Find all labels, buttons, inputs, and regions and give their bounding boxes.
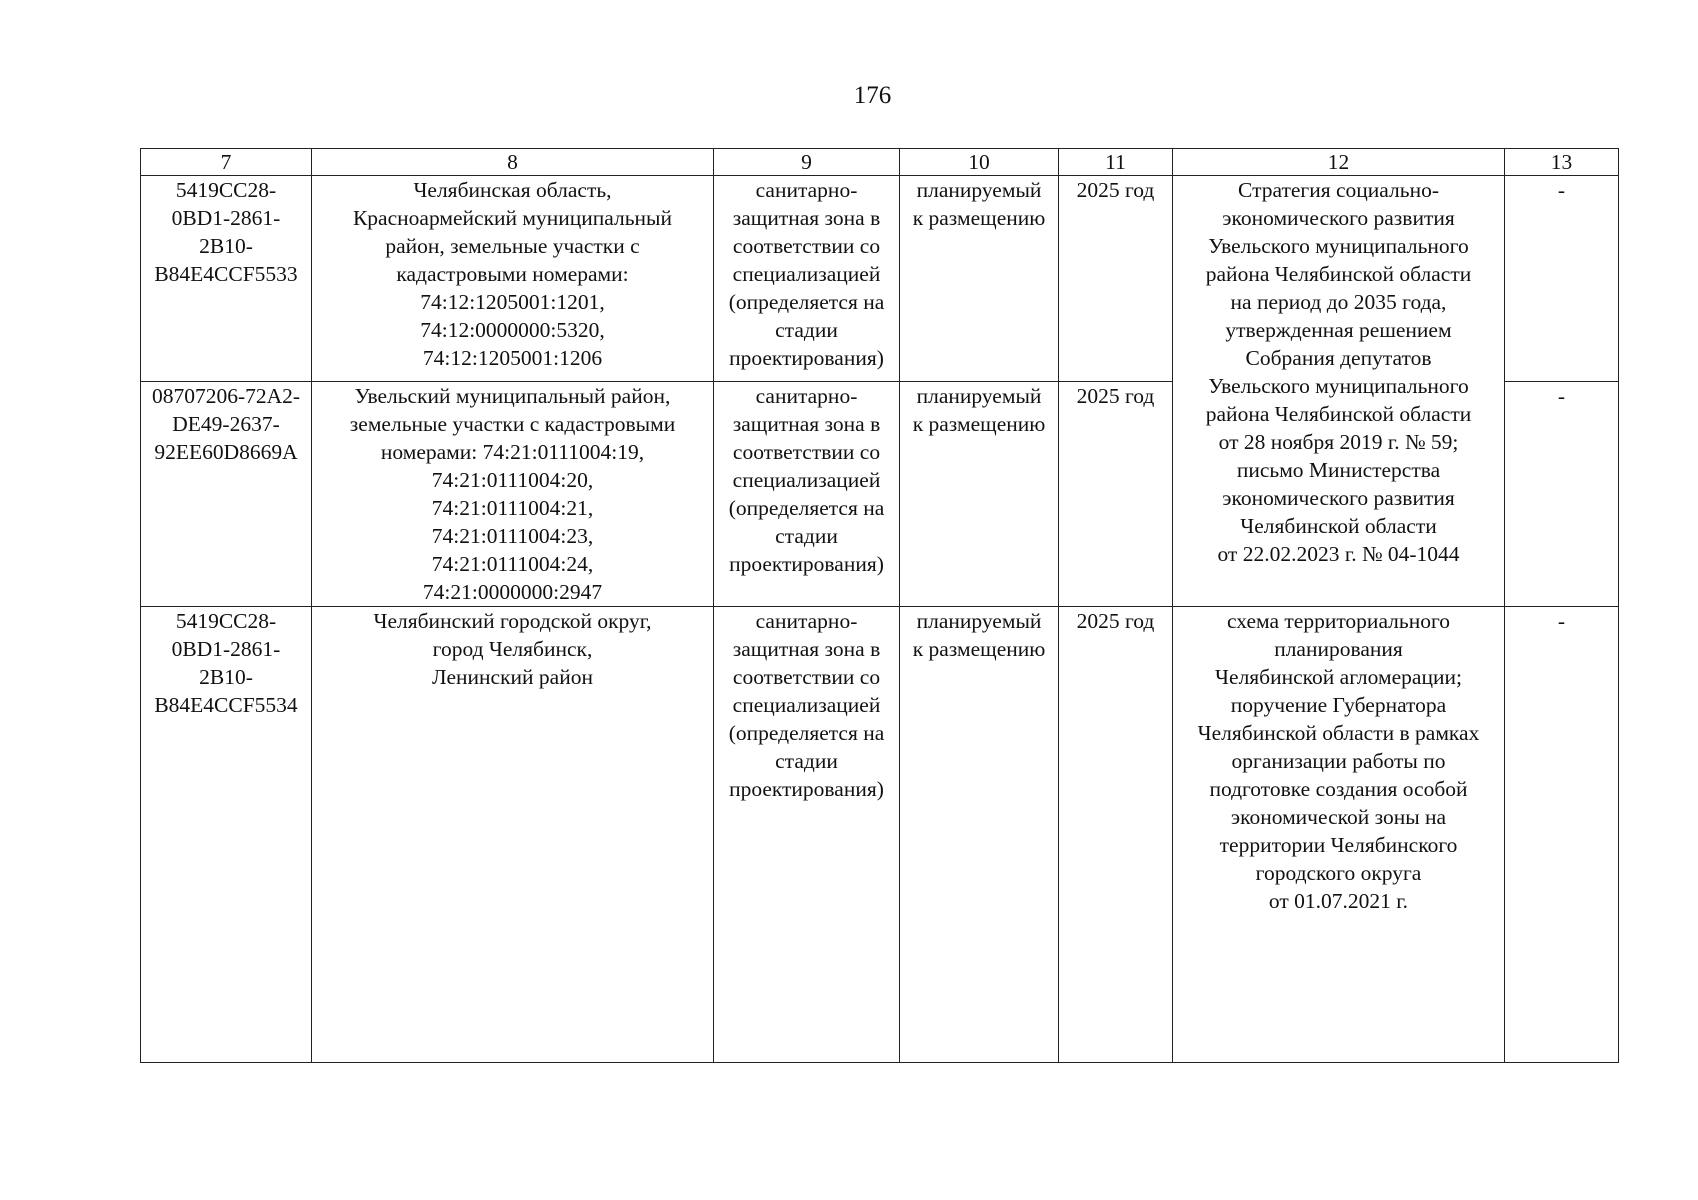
zone-type-cell: санитарно- защитная зона в соответствии со специализацией (определяется на стадии проектирования): [714, 176, 900, 382]
header-col-8: 8: [312, 149, 714, 176]
page-number: 176: [853, 82, 892, 109]
header-row: [141, 149, 1619, 176]
header-col-7: 7: [141, 149, 312, 176]
location-cell: Челябинская область, Красноармейский муниципальный район, земельные участки с кадастровыми номерами: 74:12:1205001:1201, 74:12:0000000:5320, 74:12:1205001:1206: [312, 176, 714, 382]
basis-document-cell: схема территориального планирования Челябинской агломерации; поручение Губернатора Челябинской области в рамках организации работы по подготовке создания особой экономической зоны на территории Челябинского городского округа от 01.07.2021 г.: [1173, 607, 1505, 1063]
object-code-cell: 08707206-72A2- DE49-2637- 92EE60D8669A: [141, 382, 312, 607]
zone-type-cell: санитарно- защитная зона в соответствии со специализацией (определяется на стадии проектирования): [714, 607, 900, 1063]
header-col-12: 12: [1173, 149, 1505, 176]
col13-cell: -: [1505, 607, 1619, 1063]
location-cell: Увельский муниципальный район, земельные участки с кадастровыми номерами: 74:21:0111004:19, 74:21:0111004:20, 74:21:0111004:21, 74:21:0111004:23, 74:21:0111004:24, 74:21:0000000:2947: [312, 382, 714, 607]
col13-cell: -: [1505, 176, 1619, 382]
year-cell: 2025 год: [1059, 607, 1173, 1063]
table-row: [141, 176, 1619, 382]
location-cell: Челябинский городской округ, город Челябинск, Ленинский район: [312, 607, 714, 1063]
object-code-cell: 5419CC28- 0BD1-2861- 2B10- B84E4CCF5533: [141, 176, 312, 382]
object-code-cell: 5419CC28- 0BD1-2861- 2B10- B84E4CCF5534: [141, 607, 312, 1063]
basis-document-cell: Стратегия социально- экономического развития Увельского муниципального района Челябинской области на период до 2035 года, утвержденная решением Собрания депутатов Увельского муниципального района Челябинской области от 28 ноября 2019 г. № 59; письмо Министерства экономического развития Челябинской области от 22.02.2023 г. № 04-1044: [1173, 176, 1505, 607]
zone-type-cell: санитарно- защитная зона в соответствии со специализацией (определяется на стадии проектирования): [714, 382, 900, 607]
header-col-11: 11: [1059, 149, 1173, 176]
header-col-9: 9: [714, 149, 900, 176]
col13-cell: -: [1505, 382, 1619, 607]
header-col-10: 10: [900, 149, 1059, 176]
year-cell: 2025 год: [1059, 382, 1173, 607]
status-cell: планируемый к размещению: [900, 607, 1059, 1063]
status-cell: планируемый к размещению: [900, 382, 1059, 607]
planning-table: [140, 148, 1619, 1063]
status-cell: планируемый к размещению: [900, 176, 1059, 382]
table-row: [141, 607, 1619, 1063]
year-cell: 2025 год: [1059, 176, 1173, 382]
header-col-13: 13: [1505, 149, 1619, 176]
